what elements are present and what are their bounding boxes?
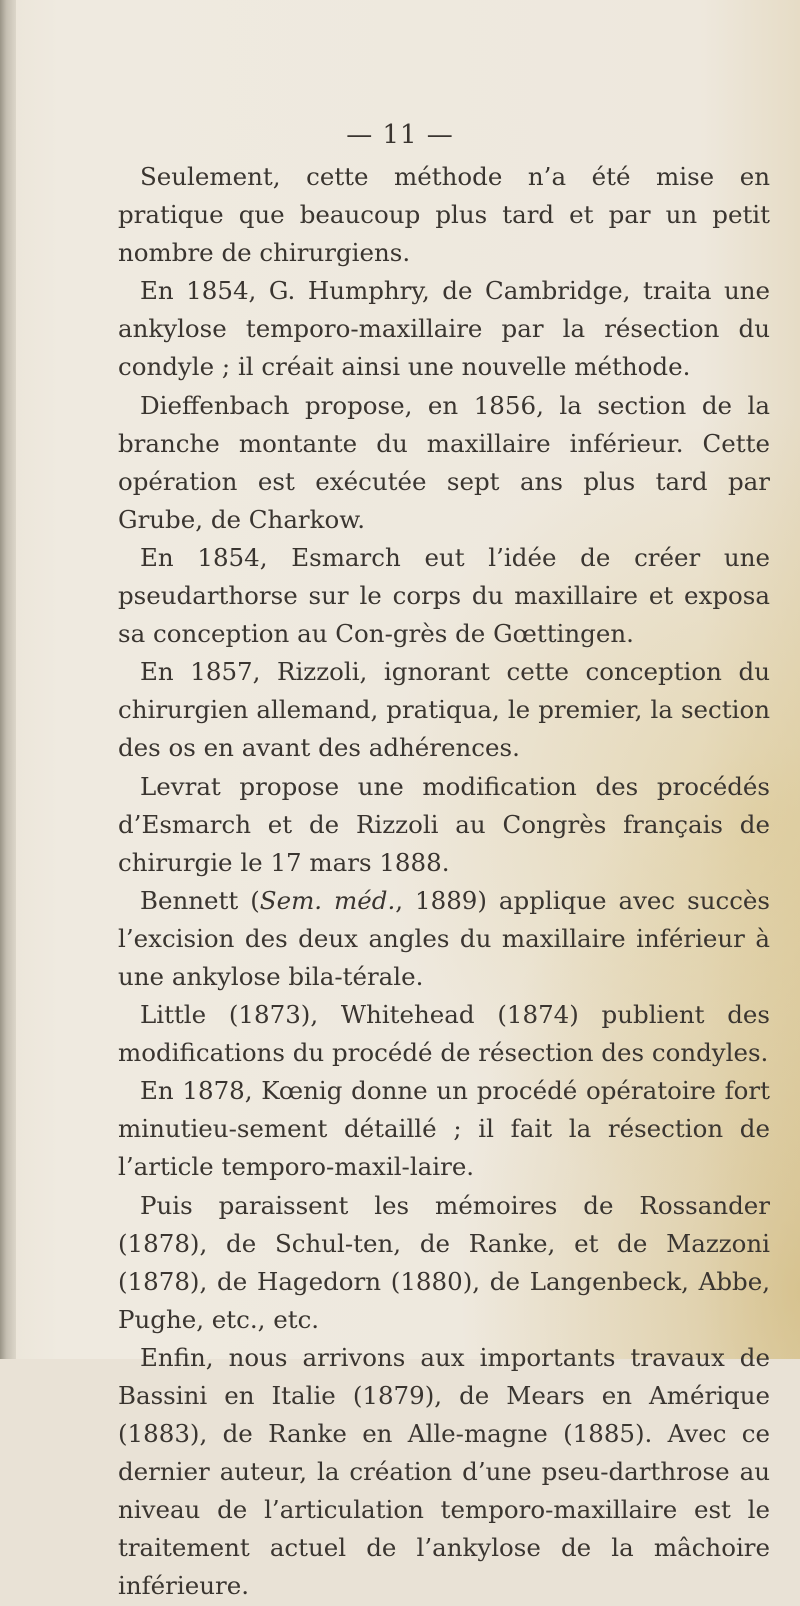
paragraph-humphry: En 1854, G. Humphry, de Cambridge, traita une ankylose temporo-maxillaire par la résection du condyle ; il créait ainsi une nouvelle méthode. bbox=[118, 276, 770, 382]
page-number: — 11 — bbox=[346, 120, 454, 150]
paragraph-seulement: Seulement, cette méthode n’a été mise en pratique que beaucoup plus tard et par un petit nombre de chirurgiens. bbox=[118, 162, 770, 268]
paragraph-bennett bbox=[118, 882, 770, 996]
paragraph-dieffenbach: Dieffenbach propose, en 1856, la section de la branche montante du maxillaire inférieur. Cette opération est exécutée sept ans plus tard par Grube, de Charkow. bbox=[118, 390, 770, 534]
bennett-text-start: Bennett ( bbox=[140, 885, 260, 915]
body-text bbox=[118, 158, 770, 1606]
paragraph-koenig: En 1878, Kœnig donne un procédé opératoire fort minutieu-sement détaillé ; il fait la résection de l’article temporo-maxil-laire. bbox=[118, 1076, 770, 1182]
paragraph-levrat: Levrat propose une modification des procédés d’Esmarch et de Rizzoli au Congrès français de chirurgie le 17 mars 1888. bbox=[118, 771, 770, 877]
paragraph-rizzoli: En 1857, Rizzoli, ignorant cette conception du chirurgien allemand, pratiqua, le premier, la section des os en avant des adhérences. bbox=[118, 657, 770, 763]
book-spine-shadow bbox=[0, 0, 16, 1359]
paragraph-esmarch: En 1854, Esmarch eut l’idée de créer une pseudarthorse sur le corps du maxillaire et exposa sa conception au Con-grès de Gœttingen. bbox=[118, 542, 770, 649]
paragraph-little: Little (1873), Whitehead (1874) publient des modifications du procédé de résection des condyles. bbox=[118, 1000, 770, 1068]
paragraph-bassini: Enfin, nous arrivons aux importants travaux de Bassini en Italie (1879), de Mears en Amérique (1883), de Ranke en Alle-magne (1885). Avec ce dernier auteur, la création d’une pseu-darthrose au niveau de l’articulation temporo-maxillaire est le traitement actuel de l’ankylose de la mâchoire inférieure. bbox=[118, 1342, 770, 1601]
bennett-citation: Sem. méd. bbox=[259, 885, 396, 915]
paragraph-rossander: Puis paraissent les mémoires de Rossander (1878), de Schul-ten, de Ranke, et de Mazzoni (1878), de Hagedorn (1880), de Langenbeck, Abbe, Pughe, etc., etc. bbox=[118, 1190, 770, 1334]
bennett-text-end: , 1889) applique avec succès l’excision des deux angles du maxillaire inférieur à une ankylose bila-térale. bbox=[118, 885, 770, 991]
